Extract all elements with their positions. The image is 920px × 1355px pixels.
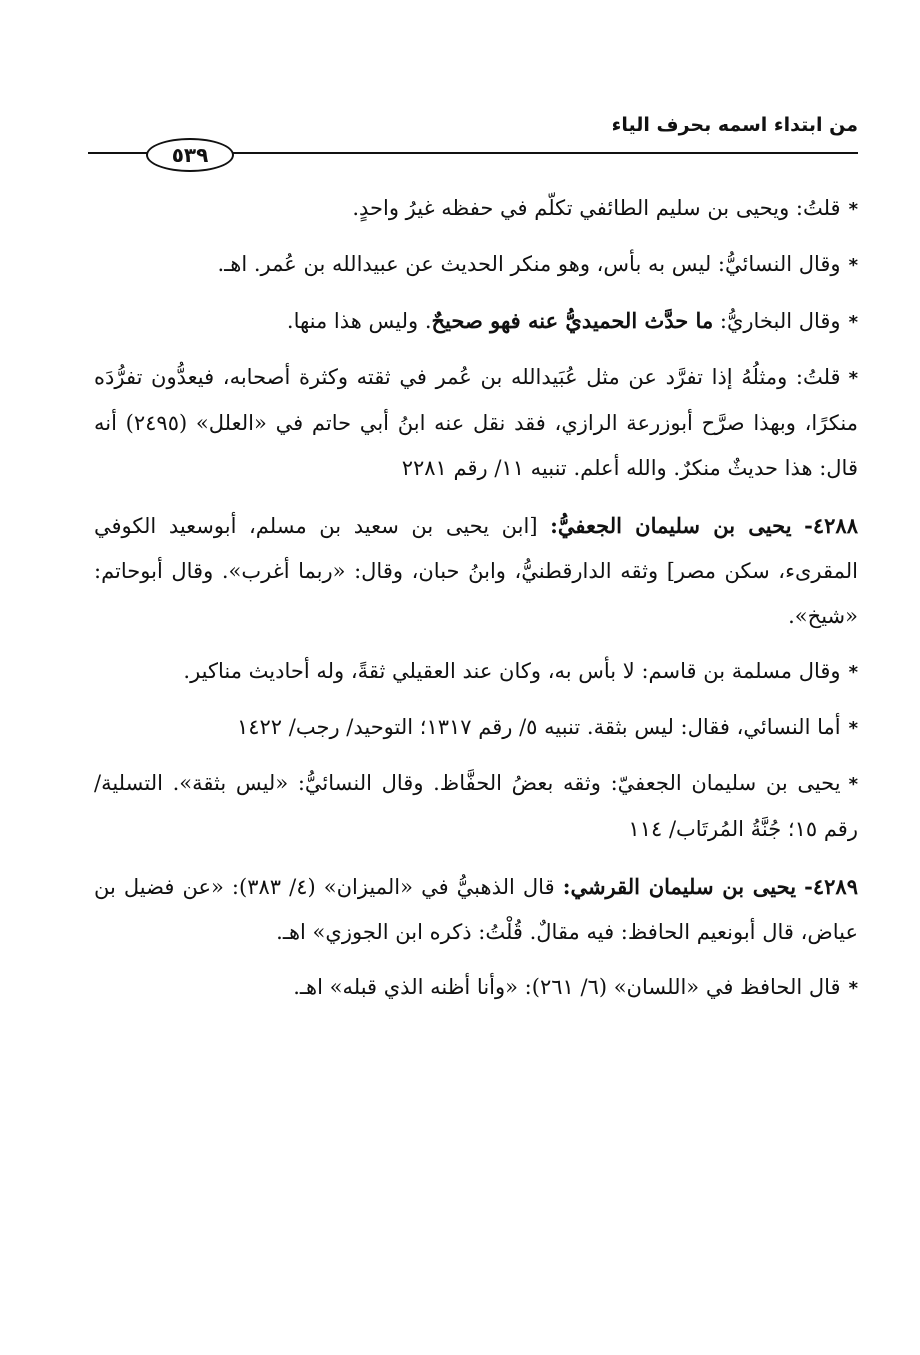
paragraph-text: . وليس هذا منها. [286, 309, 432, 333]
running-title: من ابتداء اسمه بحرف الياء [611, 114, 858, 136]
paragraph-note [94, 186, 858, 232]
page-number: ٥٣٩ [146, 138, 234, 172]
paragraph-text: وقال البخاريُّ: [713, 309, 841, 333]
asterisk-marker: * [848, 368, 858, 389]
asterisk-marker: * [848, 774, 858, 795]
paragraph-note [94, 649, 858, 695]
quoted-statement: ما حدَّث الحميديُّ عنه فهو صحيحٌ [431, 308, 714, 333]
asterisk-marker: * [848, 662, 858, 683]
paragraph-text: [ابن يحيى بن سعيد بن مسلم، أبوسعيد الكوفي المقرىء، سكن مصر] وثقه الدارقطنيُّ، وابنُ حبان، وقال: «ربما أغرب». وقال أبوحاتم: «شيخ». [94, 514, 858, 628]
entry-number: ٤٢٨٩- [804, 874, 858, 899]
paragraph-note [94, 355, 858, 491]
body-text [94, 186, 858, 1021]
paragraph-note [94, 705, 858, 751]
asterisk-marker: * [848, 718, 858, 739]
paragraph-text: قلتُ: ويحيى بن سليم الطائفي تكلّم في حفظه غيرُ واحدٍ. [352, 196, 841, 220]
entry-paragraph [94, 864, 858, 955]
entry-number: ٤٢٨٨- [804, 513, 858, 538]
entry-name: يحيى بن سليمان الجعفيُّ: [550, 513, 792, 538]
asterisk-marker: * [848, 312, 858, 333]
paragraph-text: يحيى بن سليمان الجعفيّ: وثقه بعضُ الحفَّاظ. وقال النسائيُّ: «ليس بثقة». التسلية/ رقم ١٥؛ جُنَّةُ المُرتَاب/ ١١٤ [94, 771, 858, 841]
asterisk-marker: * [848, 255, 858, 276]
paragraph-text: قال الحافظ في «اللسان» (٦/ ٢٦١): «وأنا أظنه الذي قبله» اهـ. [293, 975, 841, 999]
paragraph-text: وقال مسلمة بن قاسم: لا بأس به، وكان عند العقيلي ثقةً، وله أحاديث مناكير. [183, 659, 841, 683]
paragraph-note [94, 242, 858, 288]
paragraph-text: أما النسائي، فقال: ليس بثقة. تنبيه ٥/ رقم ١٣١٧؛ التوحيد/ رجب/ ١٤٢٢ [236, 715, 841, 739]
asterisk-marker: * [848, 978, 858, 999]
paragraph-text: قلتُ: ومثلُهُ إذا تفرَّد عن مثل عُبَيدالله بن عُمر في ثقته وكثرة أصحابه، فيعدُّون تفرُّدَه منكرًا، وبهذا صرَّح أبوزرعة الرازي، فقد نقل عنه ابنُ أبي حاتم في «العلل» (٢٤٩٥) أنه قال: هذا حديثٌ منكرٌ. والله أعلم. تنبيه ١١/ رقم ٢٢٨١ [94, 365, 858, 480]
entry-name: يحيى بن سليمان القرشي: [562, 874, 797, 899]
paragraph-text: قال الذهبيُّ في «الميزان» (٤/ ٣٨٣): «عن فضيل بن عياض، قال أبونعيم الحافظ: فيه مقالٌ. قُلْتُ: ذكره ابن الجوزي» اهـ. [94, 875, 858, 944]
asterisk-marker: * [848, 199, 858, 220]
paragraph-note [94, 761, 858, 852]
entry-paragraph [94, 503, 858, 639]
paragraph-text: وقال النسائيُّ: ليس به بأس، وهو منكر الحديث عن عبيدالله بن عُمر. اهـ. [217, 252, 841, 276]
paragraph-note [94, 298, 858, 345]
paragraph-note [94, 965, 858, 1011]
